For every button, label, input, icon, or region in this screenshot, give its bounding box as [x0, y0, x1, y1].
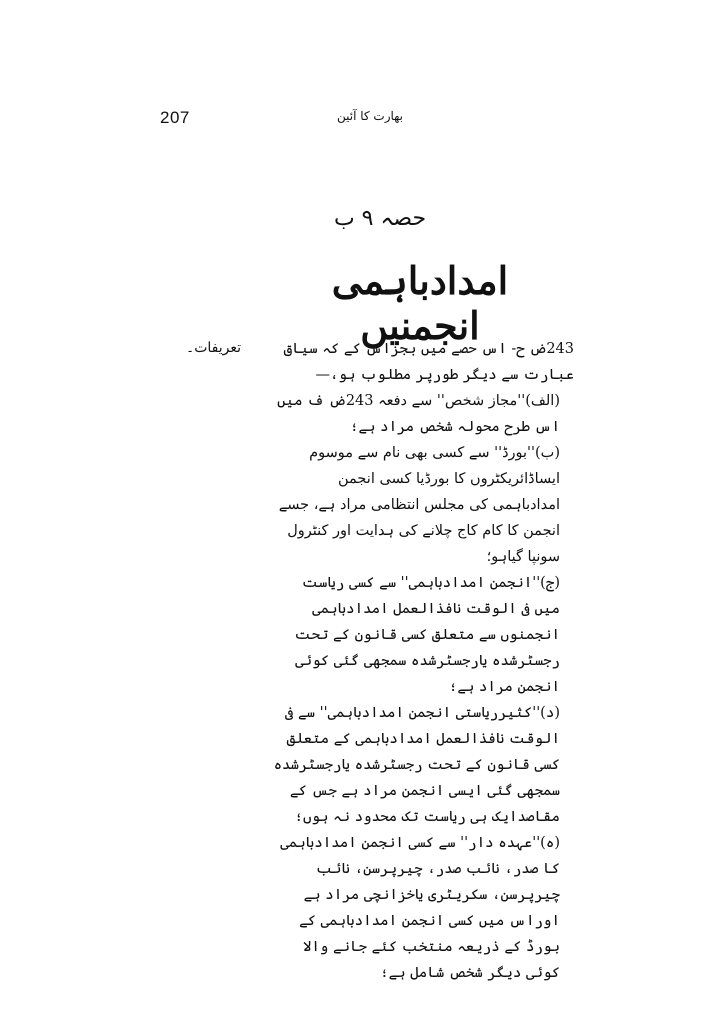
- clause-d: (د)''کثیرریاستی انجمن امدادباہمی'' سے فی الوقت نافذالعمل امدادباہمی کے متعلق کسی قانون کے تحت رجسٹرشدہ یارجسٹرشدہ سمجھی گئی ایسی انجمن مراد ہے جس کے مقاصدایک ہی ریاست تک محدود نہ ہوں؛: [273, 705, 560, 825]
- article-body: [272, 336, 574, 986]
- clause-e: (ہ)''عہدہ دار'' سے کسی انجمن امدادباہمی کا صدر، نائب صدر، چیرپرسن، نائب چیرپرسن، سکریٹری یاخزانچی مراد ہے اوراس میں کسی انجمن امدادباہمی کے بورڈ کے ذریعہ منتخب کئے جانے والا کوئی دیگر شخص شامل ہے؛: [280, 835, 560, 981]
- clause-a: (الف)''مجاز شخص'' سے دفعہ 243ض ف میں اس طرح محولہ شخص مراد ہے؛: [277, 393, 560, 435]
- clause-c: (ج)''انجمن امدادباہمی'' سے کسی ریاست میں فی الوقت نافذالعمل امدادباہمی انجمنوں سے متعلق کسی قانون کے تحت رجسٹرشدہ یارجسٹرشدہ سمجھی گئی کوئی انجمن مراد ہے؛: [294, 575, 560, 695]
- part-label: حصہ ۹ ب: [333, 206, 427, 231]
- margin-note-definitions: تعریفات۔: [186, 340, 242, 356]
- clause-b: (ب)''بورڈ'' سے کسی بھی نام سے موسوم ایساڈائریکٹروں کا بورڈیا کسی انجمن امدادباہمی کی مجلس انتظامی مراد ہے، جسے انجمن کا کام کاج چلانے کی ہدایت اور کنٹرول سونپا گیاہو؛: [278, 445, 560, 565]
- page-number: 207: [160, 108, 190, 127]
- running-header: بھارت کا آئین: [336, 109, 404, 123]
- article-intro: 243ض ح- اس حصے میں بجزاس کے کہ سیاق عبارت سے دیگر طورپر مطلوب ہو،—: [283, 341, 574, 383]
- part-title: امدادباہمی انجمنیں: [331, 258, 509, 348]
